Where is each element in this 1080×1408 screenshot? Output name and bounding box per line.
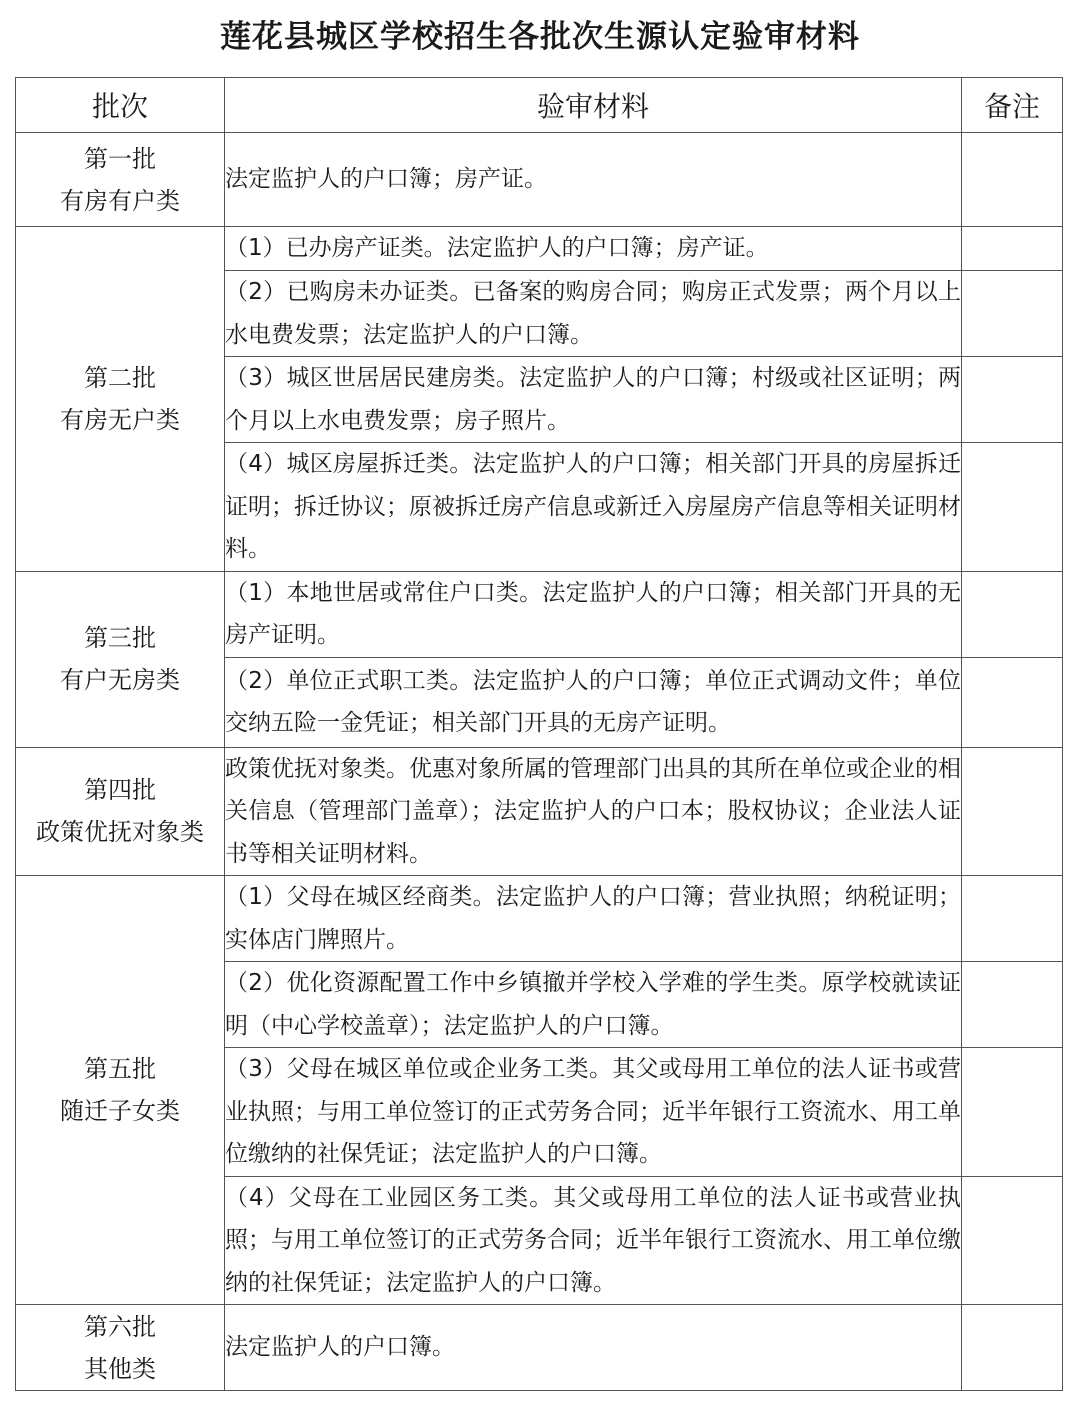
batch-name: 第五批 — [84, 1055, 156, 1083]
batch-name: 第六批 — [84, 1312, 156, 1341]
material-cell: （2）已购房未办证类。已备案的购房合同；购房正式发票；两个月以上水电费发票；法定监护人的户口簿。 — [225, 271, 962, 357]
remark-cell — [962, 1176, 1063, 1305]
material-cell: （2）优化资源配置工作中乡镇撤并学校入学难的学生类。原学校就读证明（中心学校盖章）；法定监护人的户口簿。 — [225, 962, 962, 1048]
remark-cell — [962, 876, 1063, 962]
material-cell: 法定监护人的户口簿；房产证。 — [225, 133, 962, 227]
material-cell: （1）本地世居或常住户口类。法定监护人的户口簿；相关部门开具的无房产证明。 — [225, 571, 962, 657]
material-cell: （3）城区世居居民建房类。法定监护人的户口簿；村级或社区证明；两个月以上水电费发票；房子照片。 — [225, 357, 962, 443]
remark-cell — [962, 747, 1063, 876]
header-remarks: 备注 — [962, 78, 1063, 133]
remark-cell — [962, 571, 1063, 657]
batch-category: 有房有户类 — [60, 186, 180, 215]
table-row — [16, 876, 1063, 962]
batch-category: 随迁子女类 — [60, 1097, 180, 1125]
remark-cell — [962, 1048, 1063, 1177]
material-cell: 法定监护人的户口簿。 — [225, 1305, 962, 1391]
material-cell: （4）父母在工业园区务工类。其父或母用工单位的法人证书或营业执照；与用工单位签订的正式劳务合同；近半年银行工资流水、用工单位缴纳的社保凭证；法定监护人的户口簿。 — [225, 1176, 962, 1305]
table-row — [16, 1305, 1063, 1391]
document-title: 莲花县城区学校招生各批次生源认定验审材料 — [220, 19, 860, 55]
header-materials: 验审材料 — [225, 78, 962, 133]
remark-cell — [962, 962, 1063, 1048]
remark-cell — [962, 1305, 1063, 1391]
batch-name: 第四批 — [84, 776, 156, 805]
batch-cell — [16, 876, 225, 1305]
header-batch: 批次 — [16, 78, 225, 133]
remark-cell — [962, 271, 1063, 357]
material-cell: （4）城区房屋拆迁类。法定监护人的户口簿；相关部门开具的房屋拆迁证明；拆迁协议；原被拆迁房产信息或新迁入房屋房产信息等相关证明材料。 — [225, 443, 962, 572]
header-row — [16, 78, 1063, 133]
remark-cell — [962, 357, 1063, 443]
remark-cell — [962, 133, 1063, 227]
batch-category: 有房无户类 — [60, 405, 180, 434]
material-cell: 政策优抚对象类。优惠对象所属的管理部门出具的其所在单位或企业的相关信息（管理部门盖章）；法定监护人的户口本；股权协议；企业法人证书等相关证明材料。 — [225, 747, 962, 876]
materials-table — [15, 77, 1063, 1391]
batch-category: 政策优抚对象类 — [36, 818, 204, 847]
remark-cell — [962, 443, 1063, 572]
batch-name: 第二批 — [84, 363, 156, 392]
batch-cell — [16, 747, 225, 876]
material-cell: （3）父母在城区单位或企业务工类。其父或母用工单位的法人证书或营业执照；与用工单位签订的正式劳务合同；近半年银行工资流水、用工单位缴纳的社保凭证；法定监护人的户口簿。 — [225, 1048, 962, 1177]
material-cell: （2）单位正式职工类。法定监护人的户口簿；单位正式调动文件；单位交纳五险一金凭证；相关部门开具的无房产证明。 — [225, 657, 962, 747]
material-cell: （1）父母在城区经商类。法定监护人的户口簿；营业执照；纳税证明；实体店门牌照片。 — [225, 876, 962, 962]
batch-cell — [16, 1305, 225, 1391]
table-row — [16, 747, 1063, 876]
table-row — [16, 227, 1063, 271]
batch-name: 第三批 — [84, 624, 156, 652]
remark-cell — [962, 227, 1063, 271]
table-row — [16, 571, 1063, 657]
batch-cell — [16, 133, 225, 227]
remark-cell — [962, 657, 1063, 747]
table-row — [16, 133, 1063, 227]
batch-category: 有户无房类 — [60, 666, 180, 694]
material-cell: （1）已办房产证类。法定监护人的户口簿；房产证。 — [225, 227, 962, 271]
batch-cell — [16, 227, 225, 572]
batch-category: 其他类 — [84, 1354, 156, 1383]
batch-cell — [16, 571, 225, 747]
batch-name: 第一批 — [84, 144, 156, 173]
